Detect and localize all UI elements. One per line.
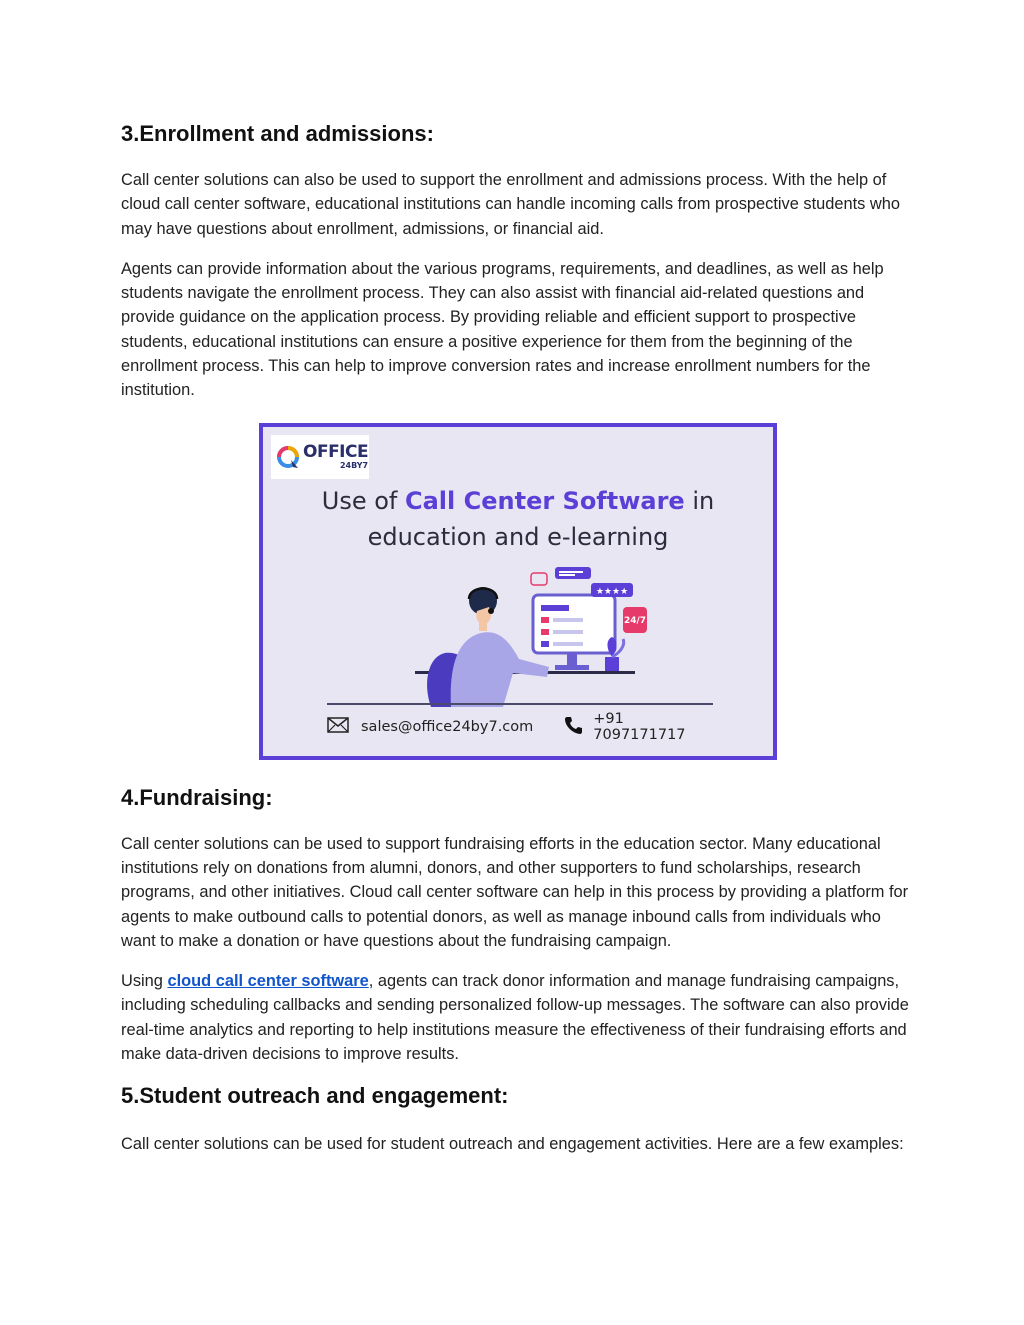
enrollment-heading: 3.Enrollment and admissions: (121, 121, 434, 146)
svg-text:★★★★: ★★★★ (595, 586, 629, 597)
agent-illustration (323, 567, 713, 707)
banner-contact-row (327, 711, 717, 743)
office24by7-logo (271, 435, 369, 479)
fundraising-paragraph-2 (121, 969, 911, 1066)
banner-title-prefix: Use of (321, 486, 405, 515)
logo-sub-text: 24BY7 (339, 460, 369, 470)
banner-title-suffix: in (684, 486, 715, 515)
banner-phone: +91 7097171717 (593, 710, 686, 743)
banner-title-highlight: Call Center Software (405, 486, 685, 515)
banner-title-line2: education and e-learning (367, 522, 669, 551)
envelope-icon (327, 717, 349, 737)
banner-container (121, 423, 911, 760)
enrollment-paragraph-2: Agents can provide information about the various programs, requirements, and deadlines, as well as help students navigate the enrollment process. They can also assist with financial aid-related questions and provide guidance on the application process. By providing reliable and efficient support to prospective students, educational institutions can ensure a positive experience for them from the beginning of the enrollment process. This can help to improve conversion rates and increase enrollment numbers for the institution. (121, 259, 884, 400)
banner-email: sales@office24by7.com (361, 718, 534, 735)
outreach-heading: 5.Student outreach and engagement: (121, 1083, 509, 1109)
outreach-paragraph-1: Call center solutions can be used for student outreach and engagement activities. Here are a few examples: (121, 1135, 904, 1154)
fundraising-heading: 4.Fundraising: (121, 784, 273, 810)
fundraising-p2-prefix: Using (121, 972, 168, 991)
phone-icon (563, 715, 583, 739)
cloud-call-center-software-link[interactable]: cloud call center software (167, 972, 369, 991)
fundraising-p2-suffix: , agents can track donor information and manage fundraising campaigns, including scheduling callbacks and sending personalized follow-up messages. The software can also provide real-time analytics and reporting to help institutions measure the effectiveness of their fundraising efforts and make data-driven decisions to improve results. (121, 972, 909, 1064)
badge-24-7-icon: 24/7 (623, 615, 647, 626)
banner-divider (327, 703, 713, 705)
logo-main-text: OFFICE (303, 441, 369, 462)
banner-title (263, 483, 773, 555)
document-content (121, 114, 911, 1173)
enrollment-paragraph-1: Call center solutions can also be used to support the enrollment and admissions process. With the help of cloud call center software, educational institutions can handle incoming calls from prospective students who may have questions about enrollment, admissions, or financial aid. (121, 171, 900, 238)
call-center-banner (259, 423, 777, 760)
fundraising-paragraph-1: Call center solutions can be used to support fundraising efforts in the education sector. Many educational institutions rely on donations from alumni, donors, and other supporters to fund scholarships, research programs, and other initiatives. Cloud call center software can help in this process by providing a platform for agents to make outbound calls to potential donors, as well as manage inbound calls from individuals who want to make a donation or have questions about the fundraising campaign. (121, 834, 909, 950)
logo-q-icon (275, 444, 301, 470)
